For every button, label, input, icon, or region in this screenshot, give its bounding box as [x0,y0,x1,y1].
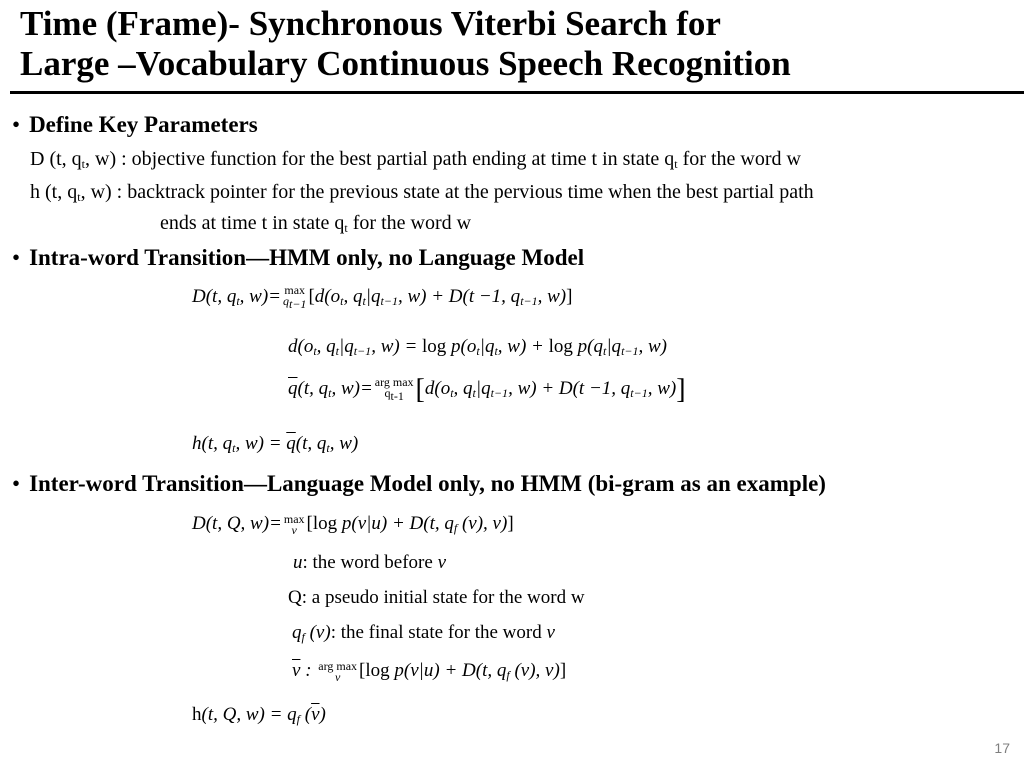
bullet-dot: • [12,471,21,496]
def-D-prefix: D (t, q [30,148,82,170]
title-line-2: Large –Vocabulary Continuous Speech Recognition [20,44,791,83]
def-h-sub: t [77,190,81,204]
definition-h-continued [160,212,471,236]
slide-title [20,4,791,84]
argmax-operator: arg max $q_{t-1}$ [374,375,414,404]
equation-intra-qbar: $\overline{q}(t$, $q_t$, w)= arg max $q_{t-1}$ [$d(o_t$, $q_t|q_{t-1}$, w) + D(t −1, $q_{t-1}$, w)] [288,374,686,405]
bullet-key-parameters [12,112,258,138]
intra-word-heading: Intra-word Transition—HMM only, no Language Model [29,245,585,270]
title-divider [10,91,1024,94]
bullet-dot: • [12,245,21,270]
page-number: 17 [994,740,1010,756]
equation-intra-h: h(t, $q_t$, $w) = \overline{q}(t$, $q_t$, w) [192,433,359,455]
bullet-intra-word [12,245,584,271]
bullet-inter-word [12,471,826,497]
definition-qf: $q_f$ (v): the final state for the word v [292,622,555,644]
key-parameters-heading: Define Key Parameters [29,112,258,137]
bullet-dot: • [12,112,21,137]
title-line-1: Time (Frame)- Synchronous Viterbi Search for [20,4,721,43]
def-h-prefix: h (t, q [30,181,78,203]
definition-Q: Q: a pseudo initial state for the word w [288,587,585,608]
equation-inter-D: D(t, Q, w)= max v [log p(v|u) + D(t, $q_f$ (v), v)] [192,511,514,537]
equation-inter-h: h(t, Q, $w) = q_f$ $(\overline{v})$ [192,704,326,726]
equation-inter-vbar: $\overline{v}$ : arg max v [log p(v|u) + D(t, $q_f$ (v), v)] [292,658,567,684]
def-D-sub: t [81,157,86,171]
def-h-text: , w) : backtrack pointer for the previous state at the pervious time when the best partial path [80,181,814,203]
equation-intra-D: D(t, $q_t$, w)= max $q_{t-1}$ [$d(o_t$, $q_t|q_{t-1}$, w) + D(t −1, $q_{t-1}$, w)] [192,283,573,311]
max-operator: max $q_{t-1}$ [283,283,307,311]
definition-u: u: the word before v [293,552,446,573]
def-h-cont: ends at time t in state q [160,212,345,234]
def-D-suffix: for the word w [677,148,801,170]
equation-intra-d: $d(o_t$, $q_t|q_{t-1}$, $w) = \log p(o_t|q_t$, $w) + \log p(q_t|q_{t-1}$, w) [288,336,667,358]
definition-D [30,148,801,172]
definition-h [30,181,814,205]
argmax-operator: arg max v [318,658,358,684]
inter-word-heading: Inter-word Transition—Language Model only, no HMM (bi-gram as an example) [29,471,826,496]
def-D-text: , w) : objective function for the best partial path ending at time t in state q [85,148,675,170]
def-h-sub2: t [344,221,348,235]
max-operator: max v [283,511,305,537]
def-h-suffix: for the word w [347,212,472,234]
def-D-sub2: t [674,157,678,171]
